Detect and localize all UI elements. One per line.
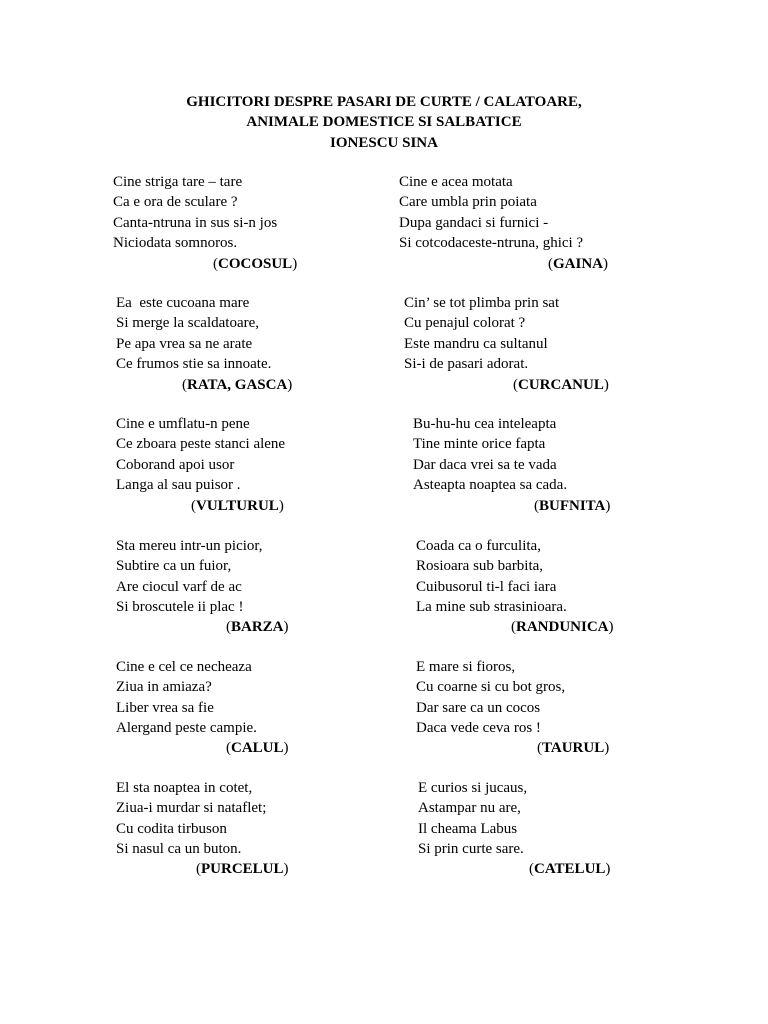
riddle-line: Cuibusorul ti-l faci iara bbox=[416, 578, 557, 595]
riddle-line: Cine e umflatu-n pene bbox=[116, 416, 250, 432]
answer-rata-gasca: (RATA, GASCA) bbox=[182, 377, 293, 393]
answer-bufnita: (BUFNITA) bbox=[534, 498, 611, 514]
riddle-line: Si nasul ca un buton. bbox=[116, 840, 242, 857]
riddle-catelul bbox=[418, 778, 527, 859]
riddle-line: Subtire ca un fuior, bbox=[116, 558, 232, 575]
riddle-line: Cu codita tirbuson bbox=[116, 820, 227, 837]
riddle-line: Ziua in amiaza? bbox=[116, 679, 212, 696]
riddle-line: Este mandru ca sultanul bbox=[404, 335, 548, 352]
riddle-line: Cine e acea motata bbox=[399, 174, 513, 190]
riddle-calul bbox=[116, 657, 257, 738]
answer-catelul: (CATELUL) bbox=[529, 861, 611, 877]
answer-calul: (CALUL) bbox=[226, 740, 289, 756]
riddle-line: Ce frumos stie sa innoate. bbox=[116, 355, 272, 372]
answer-text: VULTURUL bbox=[196, 498, 279, 514]
riddle-line: Coborand apoi usor bbox=[116, 456, 235, 473]
riddle-line: Ziua-i murdar si nataflet; bbox=[116, 800, 267, 817]
riddle-line: E mare si fioros, bbox=[416, 659, 516, 675]
answer-text: RATA, GASCA bbox=[187, 377, 288, 393]
answer-text: CALUL bbox=[231, 740, 284, 756]
answer-text: CATELUL bbox=[534, 861, 606, 877]
answer-text: RANDUNICA bbox=[516, 619, 609, 635]
riddle-line: Canta-ntruna in sus si-n jos bbox=[113, 214, 278, 231]
riddle-line: Sta mereu intr-un picior, bbox=[116, 538, 263, 554]
riddle-vulturul bbox=[116, 414, 285, 495]
riddle-line: Astampar nu are, bbox=[418, 800, 521, 817]
riddle-line: La mine sub strasinioara. bbox=[416, 598, 567, 615]
riddle-barza bbox=[116, 536, 263, 617]
answer-text: BARZA bbox=[231, 619, 284, 635]
riddle-line: Si broscutele ii plac ! bbox=[116, 598, 244, 615]
answer-text: COCOSUL bbox=[218, 256, 293, 272]
answer-text: GAINA bbox=[553, 256, 604, 272]
answer-text: PURCELUL bbox=[201, 861, 284, 877]
riddle-line: Si merge la scaldatoare, bbox=[116, 315, 259, 332]
riddle-line: Pe apa vrea sa ne arate bbox=[116, 335, 253, 352]
riddle-line: Dar sare ca un cocos bbox=[416, 699, 541, 716]
riddle-curcanul bbox=[404, 293, 559, 374]
riddle-randunica bbox=[416, 536, 567, 617]
riddle-line: E curios si jucaus, bbox=[418, 780, 528, 796]
answer-text: BUFNITA bbox=[539, 498, 606, 514]
answer-text: TAURUL bbox=[542, 740, 605, 756]
riddle-gaina bbox=[399, 172, 583, 253]
riddle-line: Langa al sau puisor . bbox=[116, 476, 241, 493]
riddle-line: Ce zboara peste stanci alene bbox=[116, 436, 286, 453]
answer-purcelul: (PURCELUL) bbox=[196, 861, 289, 877]
riddle-line: Bu-hu-hu cea inteleapta bbox=[413, 416, 557, 432]
riddle-line: Si prin curte sare. bbox=[418, 840, 524, 857]
riddle-line: Ea este cucoana mare bbox=[116, 295, 250, 311]
riddle-line: Il cheama Labus bbox=[418, 820, 518, 837]
author-name: IONESCU SINA bbox=[330, 135, 438, 151]
riddle-line: Tine minte orice fapta bbox=[413, 436, 546, 453]
riddle-line: Ca e ora de sculare ? bbox=[113, 194, 238, 211]
riddle-line: El sta noaptea in cotet, bbox=[116, 780, 253, 796]
riddle-bufnita bbox=[413, 414, 567, 495]
riddle-line: Are ciocul varf de ac bbox=[116, 578, 242, 595]
answer-taurul: (TAURUL) bbox=[537, 740, 610, 756]
answer-vulturul: (VULTURUL) bbox=[191, 498, 284, 514]
riddle-line: Asteapta noaptea sa cada. bbox=[413, 476, 568, 493]
riddle-line: Coada ca o furculita, bbox=[416, 538, 541, 554]
answer-curcanul: (CURCANUL) bbox=[513, 377, 609, 393]
riddle-line: Dupa gandaci si furnici - bbox=[399, 214, 549, 231]
riddle-line: Dar daca vrei sa te vada bbox=[413, 456, 557, 473]
answer-cocosul: (COCOSUL) bbox=[213, 256, 298, 272]
answer-randunica: (RANDUNICA) bbox=[511, 619, 614, 635]
riddle-line: Si-i de pasari adorat. bbox=[404, 355, 529, 372]
riddle-line: Si cotcodaceste-ntruna, ghici ? bbox=[399, 234, 584, 251]
riddle-rata-gasca bbox=[116, 293, 271, 374]
answer-gaina: (GAINA) bbox=[548, 256, 609, 272]
riddle-line: Cu penajul colorat ? bbox=[404, 315, 526, 332]
title-line-1: GHICITORI DESPRE PASARI DE CURTE / CALATOARE, bbox=[186, 94, 582, 110]
riddle-cocosul bbox=[113, 172, 277, 253]
riddle-line: Niciodata somnoros. bbox=[113, 234, 238, 251]
riddle-line: Cin’ se tot plimba prin sat bbox=[404, 295, 560, 311]
answer-text: CURCANUL bbox=[518, 377, 604, 393]
title-line-2: ANIMALE DOMESTICE SI SALBATICE bbox=[246, 114, 522, 130]
riddle-line: Cine e cel ce necheaza bbox=[116, 659, 252, 675]
riddle-line: Care umbla prin poiata bbox=[399, 194, 537, 211]
riddle-line: Liber vrea sa fie bbox=[116, 699, 214, 716]
riddle-line: Alergand peste campie. bbox=[116, 719, 257, 736]
riddle-taurul bbox=[416, 657, 565, 738]
answer-barza: (BARZA) bbox=[226, 619, 289, 635]
riddle-purcelul bbox=[116, 778, 266, 859]
riddle-line: Cine striga tare – tare bbox=[113, 174, 243, 190]
riddle-line: Daca vede ceva ros ! bbox=[416, 719, 541, 736]
riddle-line: Cu coarne si cu bot gros, bbox=[416, 679, 566, 696]
riddle-line: Rosioara sub barbita, bbox=[416, 558, 544, 575]
